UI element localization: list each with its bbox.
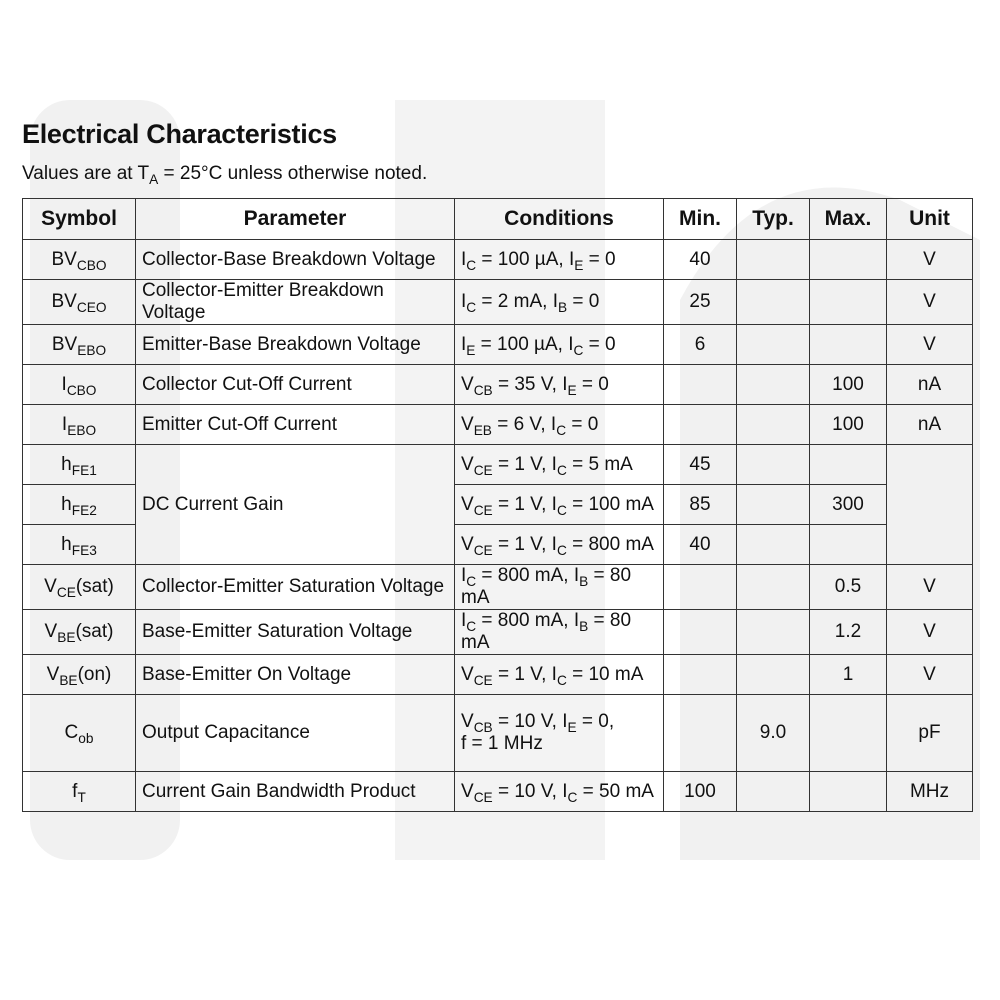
min-cell xyxy=(664,655,737,695)
typ-cell xyxy=(737,525,810,565)
characteristics-table xyxy=(22,198,973,812)
symbol-cell: $BV_{CEO}$ xyxy=(23,280,136,325)
max-cell: 1.2 xyxy=(810,610,887,655)
min-cell xyxy=(664,565,737,610)
max-cell xyxy=(810,772,887,812)
max-cell xyxy=(810,280,887,325)
parameter-cell: Collector-Emitter Breakdown Voltage xyxy=(136,280,455,325)
table-row xyxy=(23,405,973,445)
typ-cell xyxy=(737,565,810,610)
conditions-cell: $V_{CE} = 1$ V, $I_C = 5$ mA xyxy=(455,445,664,485)
header-parameter: Parameter xyxy=(136,199,455,240)
header-min: Min. xyxy=(664,199,737,240)
min-cell xyxy=(664,365,737,405)
typ-cell xyxy=(737,485,810,525)
parameter-cell: Base-Emitter On Voltage xyxy=(136,655,455,695)
electrical-characteristics-section xyxy=(22,112,972,812)
parameter-cell: Emitter-Base Breakdown Voltage xyxy=(136,325,455,365)
min-cell: 85 xyxy=(664,485,737,525)
parameter-cell: Base-Emitter Saturation Voltage xyxy=(136,610,455,655)
unit-cell: V xyxy=(887,565,973,610)
symbol-cell: $f_T$ xyxy=(23,772,136,812)
symbol-cell: $BV_{EBO}$ xyxy=(23,325,136,365)
unit-cell: pF xyxy=(887,695,973,772)
conditions-cell: $V_{CE} = 1$ V, $I_C = 800$ mA xyxy=(455,525,664,565)
header-symbol: Symbol xyxy=(23,199,136,240)
unit-cell: V xyxy=(887,280,973,325)
min-cell: 45 xyxy=(664,445,737,485)
parameter-cell: Emitter Cut-Off Current xyxy=(136,405,455,445)
typ-cell xyxy=(737,655,810,695)
conditions-cell: $V_{CE} = 1$ V, $I_C = 100$ mA xyxy=(455,485,664,525)
conditions-cell: $V_{CB} = 10$ V, $I_E = 0$, f = 1 MHz xyxy=(455,695,664,772)
table-body xyxy=(23,240,973,812)
unit-cell: nA xyxy=(887,405,973,445)
typ-cell xyxy=(737,365,810,405)
min-cell xyxy=(664,695,737,772)
parameter-cell: Output Capacitance xyxy=(136,695,455,772)
symbol-cell: $I_{CBO}$ xyxy=(23,365,136,405)
conditions-cell: $I_C = 100$ µA, $I_E = 0$ xyxy=(455,240,664,280)
symbol-cell: $V_{BE}(on)$ xyxy=(23,655,136,695)
table-row xyxy=(23,655,973,695)
typ-cell xyxy=(737,280,810,325)
table-row xyxy=(23,445,973,485)
typ-cell xyxy=(737,325,810,365)
table-row xyxy=(23,695,973,772)
table-header-row xyxy=(23,199,973,240)
max-cell xyxy=(810,325,887,365)
parameter-cell: DC Current Gain xyxy=(136,445,455,565)
symbol-cell: $V_{CE}(sat)$ xyxy=(23,565,136,610)
conditions-cell: $V_{CB} = 35$ V, $I_E = 0$ xyxy=(455,365,664,405)
unit-cell: V xyxy=(887,610,973,655)
unit-cell: V xyxy=(887,325,973,365)
parameter-cell: Collector-Emitter Saturation Voltage xyxy=(136,565,455,610)
header-unit: Unit xyxy=(887,199,973,240)
max-cell: 1 xyxy=(810,655,887,695)
symbol-cell: $h_{FE3}$ xyxy=(23,525,136,565)
table-row xyxy=(23,325,973,365)
parameter-cell: Collector-Base Breakdown Voltage xyxy=(136,240,455,280)
typ-cell xyxy=(737,610,810,655)
min-cell: 100 xyxy=(664,772,737,812)
header-max: Max. xyxy=(810,199,887,240)
min-cell: 6 xyxy=(664,325,737,365)
typ-cell: 9.0 xyxy=(737,695,810,772)
header-typ: Typ. xyxy=(737,199,810,240)
typ-cell xyxy=(737,240,810,280)
table-row xyxy=(23,565,973,610)
unit-cell xyxy=(887,445,973,565)
symbol-cell: $I_{EBO}$ xyxy=(23,405,136,445)
table-row xyxy=(23,280,973,325)
conditions-cell: $V_{EB} = 6$ V, $I_C = 0$ xyxy=(455,405,664,445)
max-cell: 100 xyxy=(810,365,887,405)
symbol-cell: $V_{BE}(sat)$ xyxy=(23,610,136,655)
typ-cell xyxy=(737,405,810,445)
table-row xyxy=(23,772,973,812)
unit-cell: V xyxy=(887,240,973,280)
max-cell xyxy=(810,695,887,772)
conditions-cell: $I_C = 800$ mA, $I_B = 80$ mA xyxy=(455,565,664,610)
parameter-cell: Collector Cut-Off Current xyxy=(136,365,455,405)
page-title: Electrical Characteristics xyxy=(22,119,337,149)
max-cell xyxy=(810,240,887,280)
symbol-cell: $BV_{CBO}$ xyxy=(23,240,136,280)
max-cell: 100 xyxy=(810,405,887,445)
symbol-cell: $h_{FE2}$ xyxy=(23,485,136,525)
min-cell xyxy=(664,405,737,445)
parameter-cell: Current Gain Bandwidth Product xyxy=(136,772,455,812)
symbol-cell: $h_{FE1}$ xyxy=(23,445,136,485)
symbol-cell: $C_{ob}$ xyxy=(23,695,136,772)
table-row xyxy=(23,610,973,655)
min-cell: 25 xyxy=(664,280,737,325)
unit-cell: nA xyxy=(887,365,973,405)
unit-cell: V xyxy=(887,655,973,695)
table-row xyxy=(23,365,973,405)
max-cell xyxy=(810,445,887,485)
subtitle: Values are at $T_A = 25^\circ C$ unless otherwise noted. xyxy=(22,163,428,187)
min-cell: 40 xyxy=(664,240,737,280)
typ-cell xyxy=(737,445,810,485)
min-cell: 40 xyxy=(664,525,737,565)
conditions-cell: $V_{CE} = 10$ V, $I_C = 50$ mA xyxy=(455,772,664,812)
conditions-cell: $I_C = 2$ mA, $I_B = 0$ xyxy=(455,280,664,325)
conditions-cell: $I_C = 800$ mA, $I_B = 80$ mA xyxy=(455,610,664,655)
header-conditions: Conditions xyxy=(455,199,664,240)
table-row xyxy=(23,240,973,280)
max-cell: 300 xyxy=(810,485,887,525)
unit-cell: MHz xyxy=(887,772,973,812)
typ-cell xyxy=(737,772,810,812)
max-cell xyxy=(810,525,887,565)
max-cell: 0.5 xyxy=(810,565,887,610)
conditions-cell: $V_{CE} = 1$ V, $I_C = 10$ mA xyxy=(455,655,664,695)
min-cell xyxy=(664,610,737,655)
conditions-cell: $I_E = 100$ µA, $I_C = 0$ xyxy=(455,325,664,365)
